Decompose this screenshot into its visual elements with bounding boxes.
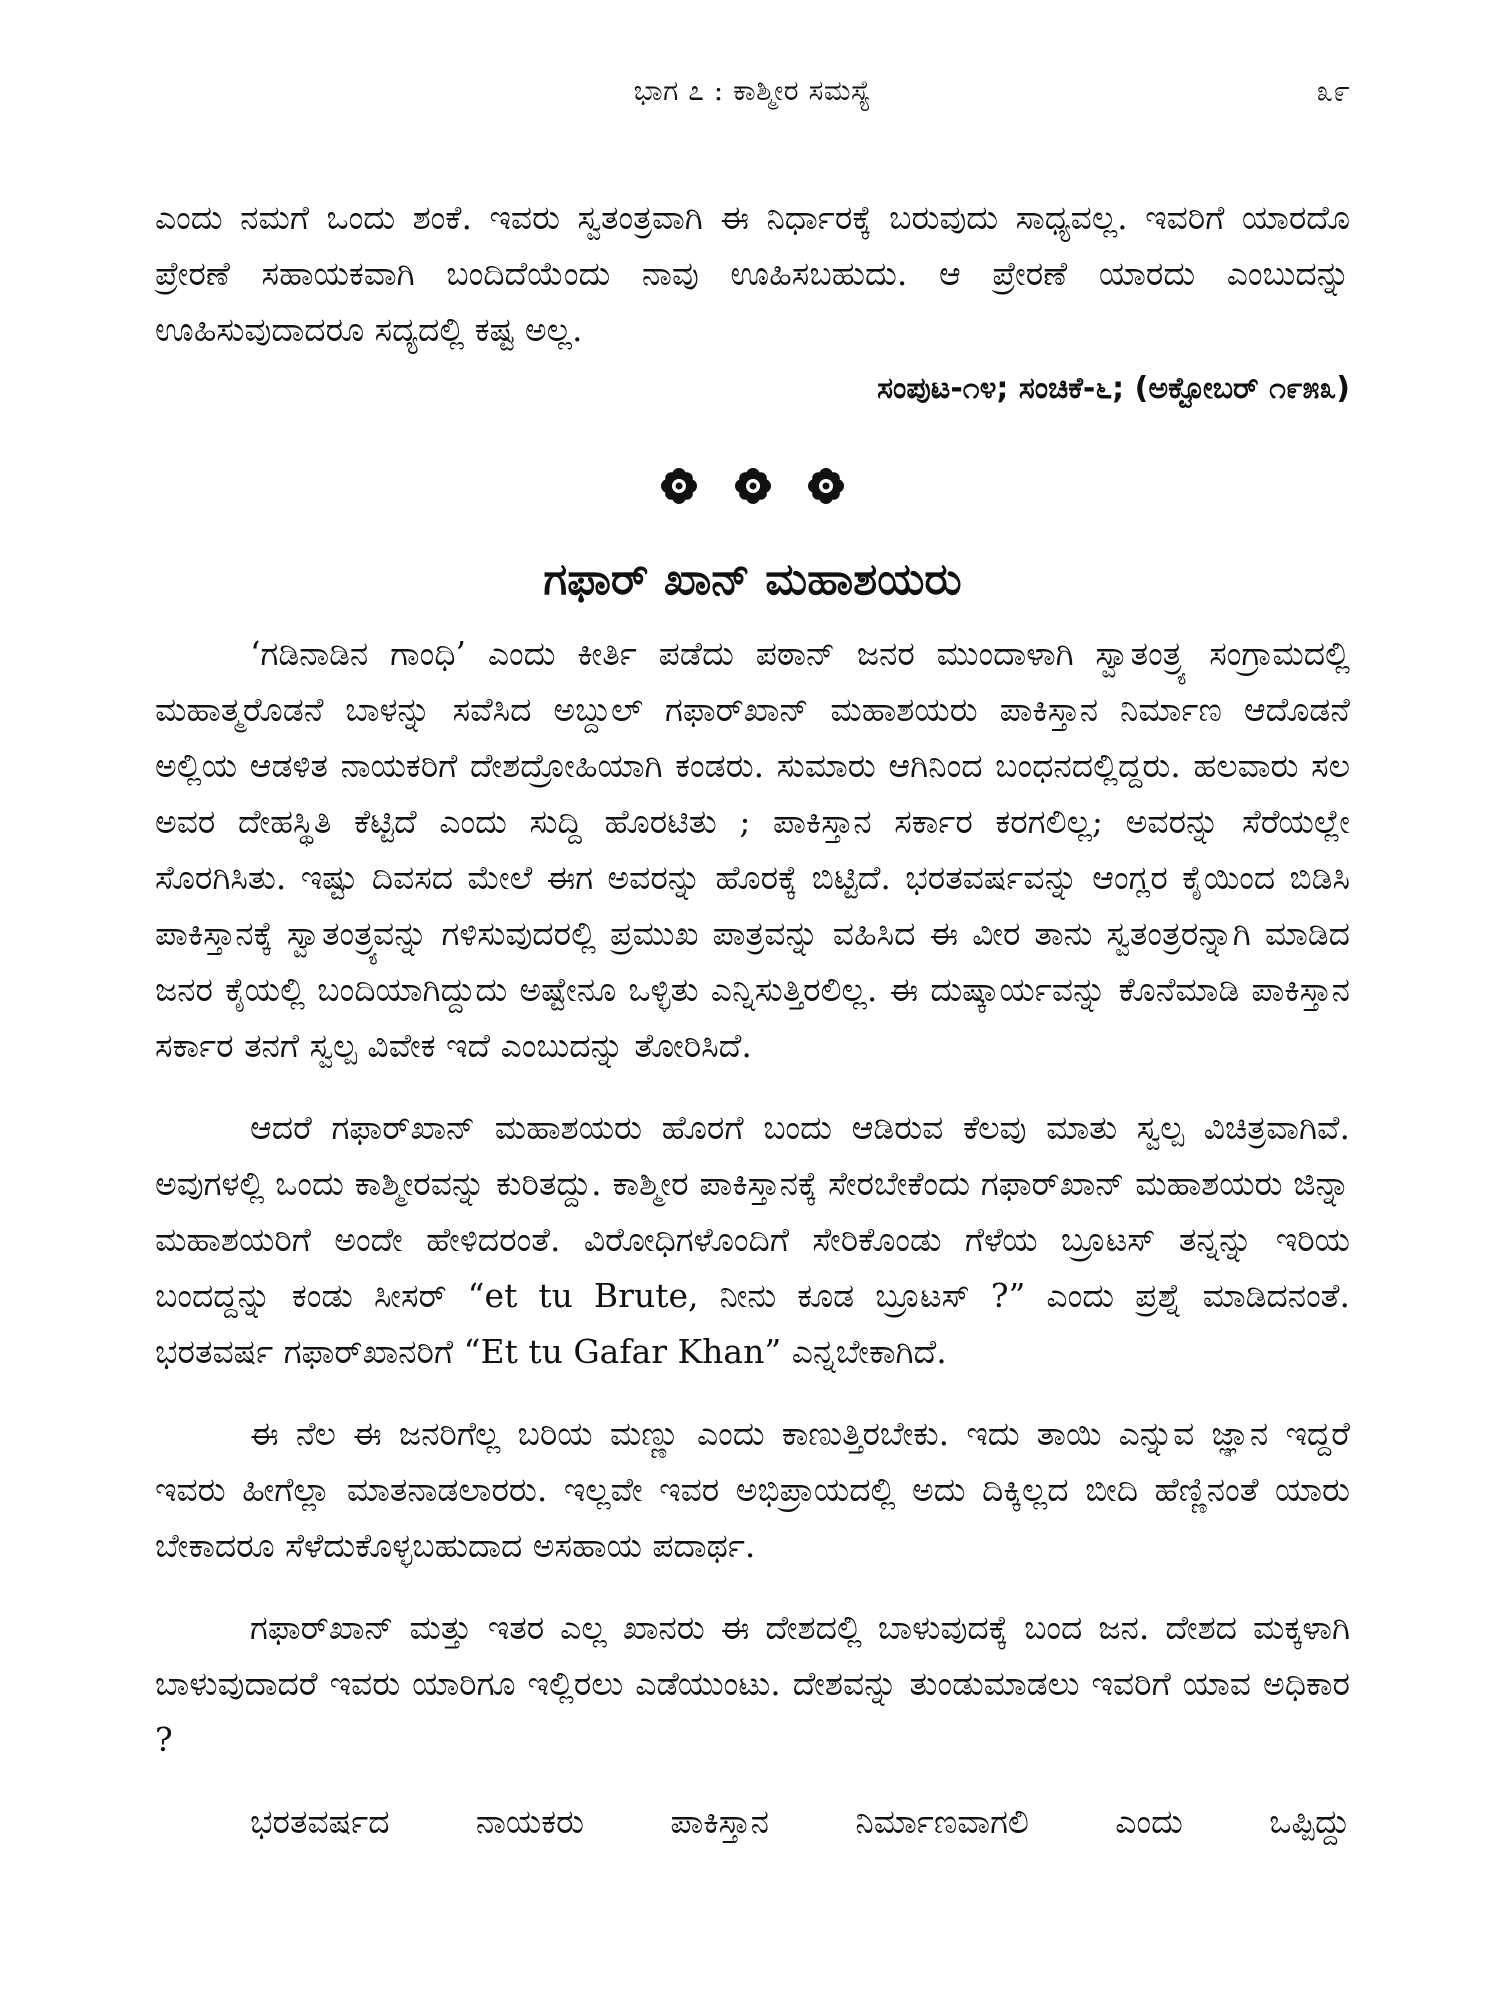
flower-ornament-icon [733,466,773,506]
body-paragraph: ಆದರೆ ಗಫಾರ್‌ಖಾನ್ ಮಹಾಶಯರು ಹೊರಗೆ ಬಂದು ಆಡಿರುವ ಕೆಲವು ಮಾತು ಸ್ವಲ್ಪ ವಿಚಿತ್ರವಾಗಿವೆ. ಅವುಗಳಲ್ಲಿ ಒಂದು ಕಾಶ್ಮೀರವನ್ನು ಕುರಿತದ್ದು. ಕಾಶ್ಮೀರ ಪಾಕಿಸ್ತಾನಕ್ಕೆ ಸೇರಬೇಕೆಂದು ಗಫಾರ್‌ಖಾನ್ ಮಹಾಶಯರು ಜಿನ್ನಾ ಮಹಾಶಯರಿಗೆ ಅಂದೇ ಹೇಳಿದರಂತೆ. ವಿರೋಧಿಗಳೊಂದಿಗೆ ಸೇರಿಕೊಂಡು ಗೆಳೆಯ ಬ್ರೂಟಸ್ ತನ್ನನ್ನು ಇರಿಯ ಬಂದದ್ದನ್ನು ಕಂಡು ಸೀಸರ್ “et tu Brute, ನೀನು ಕೂಡ ಬ್ರೂಟಸ್ ?” ಎಂದು ಪ್ರಶ್ನೆ ಮಾಡಿದನಂತೆ. ಭರತವರ್ಷ ಗಫಾರ್‌ಖಾನರಿಗೆ “Et tu Gafar Khan” ಎನ್ನಬೇಕಾಗಿದೆ. [155,1108,1350,1371]
body-paragraph: ‘ಗಡಿನಾಡಿನ ಗಾಂಧಿ’ ಎಂದು ಕೀರ್ತಿ ಪಡೆದು ಪಠಾನ್ ಜನರ ಮುಂದಾಳಾಗಿ ಸ್ವಾತಂತ್ರ್ಯ ಸಂಗ್ರಾಮದಲ್ಲಿ ಮಹಾತ್ಮರೊಡನೆ ಬಾಳನ್ನು ಸವೆಸಿದ ಅಬ್ದುಲ್ ಗಫಾರ್‌ಖಾನ್ ಮಹಾಶಯರು ಪಾಕಿಸ್ತಾನ ನಿರ್ಮಾಣ ಆದೊಡನೆ ಅಲ್ಲಿಯ ಆಡಳಿತ ನಾಯಕರಿಗೆ ದೇಶದ್ರೋಹಿಯಾಗಿ ಕಂಡರು. ಸುಮಾರು ಆಗಿನಿಂದ ಬಂಧನದಲ್ಲಿದ್ದರು. ಹಲವಾರು ಸಲ ಅವರ ದೇಹಸ್ಥಿತಿ ಕೆಟ್ಟಿದೆ ಎಂದು ಸುದ್ದಿ ಹೊರಟಿತು ; ಪಾಕಿಸ್ತಾನ ಸರ್ಕಾರ ಕರಗಲಿಲ್ಲ; ಅವರನ್ನು ಸೆರೆಯಲ್ಲೇ ಸೊರಗಿಸಿತು. ಇಷ್ಟು ದಿವಸದ ಮೇಲೆ ಈಗ ಅವರನ್ನು ಹೊರಕ್ಕೆ ಬಿಟ್ಟಿದೆ. ಭರತವರ್ಷವನ್ನು ಆಂಗ್ಲರ ಕೈಯಿಂದ ಬಿಡಿಸಿ ಪಾಕಿಸ್ತಾನಕ್ಕೆ ಸ್ವಾತಂತ್ರ್ಯವನ್ನು ಗಳಿಸುವುದರಲ್ಲಿ ಪ್ರಮುಖ ಪಾತ್ರವನ್ನು ವಹಿಸಿದ ಈ ವೀರ ತಾನು ಸ್ವತಂತ್ರರನ್ನಾಗಿ ಮಾಡಿದ ಜನರ ಕೈಯಲ್ಲಿ ಬಂದಿಯಾಗಿದ್ದುದು ಅಷ್ಟೇನೂ ಒಳ್ಳಿತು ಎನ್ನಿಸುತ್ತಿರಲಿಲ್ಲ. ಈ ದುಷ್ಕಾರ್ಯವನ್ನು ಕೊನೆಮಾಡಿ ಪಾಕಿಸ್ತಾನ ಸರ್ಕಾರ ತನಗೆ ಸ್ವಲ್ಪ ವಿವೇಕ ಇದೆ ಎಂಬುದನ್ನು ತೋರಿಸಿದೆ. [155,634,1350,1065]
body-paragraph: ಈ ನೆಲ ಈ ಜನರಿಗೆಲ್ಲ ಬರಿಯ ಮಣ್ಣು ಎಂದು ಕಾಣುತ್ತಿರಬೇಕು. ಇದು ತಾಯಿ ಎನ್ನುವ ಜ್ಞಾನ ಇದ್ದರೆ ಇವರು ಹೀಗೆಲ್ಲಾ ಮಾತನಾಡಲಾರರು. ಇಲ್ಲವೇ ಇವರ ಅಭಿಪ್ರಾಯದಲ್ಲಿ ಅದು ದಿಕ್ಕಿಲ್ಲದ ಬೀದಿ ಹೆಣ್ಣಿನಂತೆ ಯಾರು ಬೇಕಾದರೂ ಸೆಳೆದುಕೊಳ್ಳಬಹುದಾದ ಅಸಹಾಯ ಪದಾರ್ಥ. [155,1414,1350,1565]
flower-ornament-icon [806,466,846,506]
section-title: ಗಫಾರ್ ಖಾನ್ ಮಹಾಶಯರು [543,554,962,605]
page-number: ೩೯ [1316,74,1350,109]
flower-ornament-icon [659,466,699,506]
citation: ಸಂಪುಟ-೧೪; ಸಂಚಿಕೆ-೬; (ಅಕ್ಟೋಬರ್ ೧೯೫೩) [877,371,1350,406]
running-head [155,60,1350,120]
body-paragraph: ಗಫಾರ್‌ಖಾನ್ ಮತ್ತು ಇತರ ಎಲ್ಲ ಖಾನರು ಈ ದೇಶದಲ್ಲಿ ಬಾಳುವುದಕ್ಕೆ ಬಂದ ಜನ. ದೇಶದ ಮಕ್ಕಳಾಗಿ ಬಾಳುವುದಾದರೆ ಇವರು ಯಾರಿಗೂ ಇಲ್ಲಿರಲು ಎಡೆಯುಂಟು. ದೇಶವನ್ನು ತುಂಡುಮಾಡಲು ಇವರಿಗೆ ಯಾವ ಅಧಿಕಾರ ? [155,1608,1350,1759]
running-title: ಭಾಗ ೭ : ಕಾಶ್ಮೀರ ಸಮಸ್ಯೆ [633,74,872,107]
continued-paragraph: ಎಂದು ನಮಗೆ ಒಂದು ಶಂಕೆ. ಇವರು ಸ್ವತಂತ್ರವಾಗಿ ಈ ನಿರ್ಧಾರಕ್ಕೆ ಬರುವುದು ಸಾಧ್ಯವಲ್ಲ. ಇವರಿಗೆ ಯಾರದೊ ಪ್ರೇರಣೆ ಸಹಾಯಕವಾಗಿ ಬಂದಿದೆಯೆಂದು ನಾವು ಊಹಿಸಬಹುದು. ಆ ಪ್ರೇರಣೆ ಯಾರದು ಎಂಬುದನ್ನು ಊಹಿಸುವುದಾದರೂ ಸದ್ಯದಲ್ಲಿ ಕಷ್ಟ ಅಲ್ಲ. [155,198,1350,349]
section-divider [155,466,1350,516]
body-paragraph: ಭರತವರ್ಷದ ನಾಯಕರು ಪಾಕಿಸ್ತಾನ ನಿರ್ಮಾಣವಾಗಲಿ ಎಂದು ಒಪ್ಪಿದ್ದು [250,1802,1350,1841]
book-page [155,60,1350,1960]
